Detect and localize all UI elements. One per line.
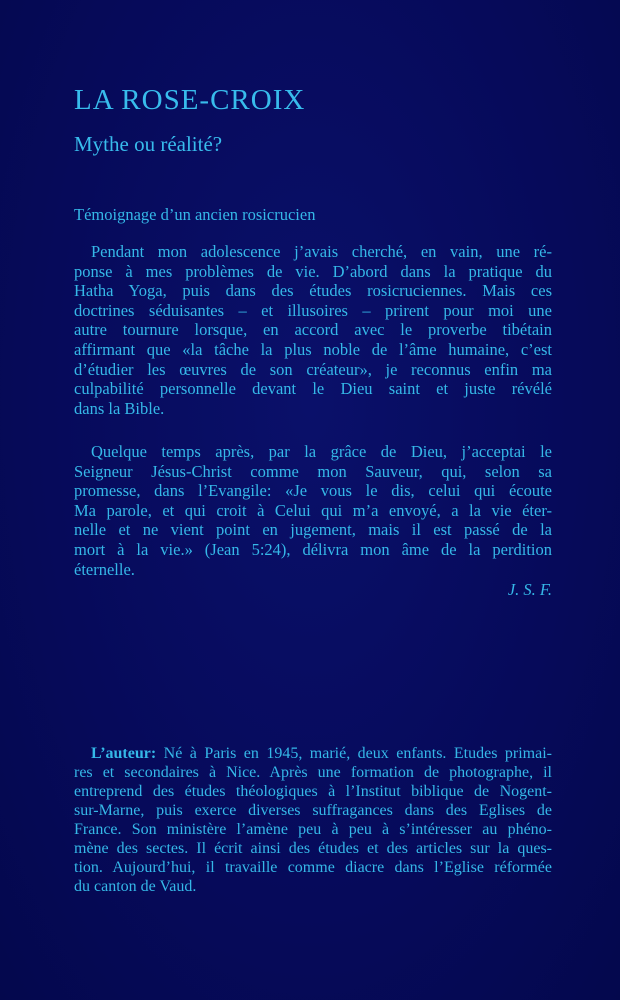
testimony-signature: J. S. F. (507, 580, 552, 599)
text-line: d’étudier les œuvres de son créateur», je reconnus enfin ma (74, 359, 552, 379)
text-line: culpabilité personnelle devant le Dieu saint et juste révélé (74, 379, 552, 399)
text-line: Pendant mon adolescence j’avais cherché, en vain, une ré- (91, 242, 552, 261)
text-line: Quelque temps après, par la grâce de Dieu, j’acceptai le (91, 442, 552, 461)
text-line: autre tournure lorsque, en accord avec le proverbe tibétain (74, 320, 552, 340)
text-line: ponse à mes problèmes de vie. D’abord dans la pratique du (74, 261, 552, 281)
testimony-paragraph-2 (74, 442, 552, 579)
text-line: Seigneur Jésus-Christ comme mon Sauveur, qui, selon sa (74, 461, 552, 481)
text-line: res et secondaires à Nice. Après une formation de photographe, il (74, 764, 552, 781)
author-bio-first-line (74, 744, 552, 763)
book-title: LA ROSE-CROIX (74, 84, 306, 116)
author-bio-first-line-text: Né à Paris en 1945, marié, deux enfants. Etudes primai- (156, 745, 552, 762)
text-line: mort à la vie.» (Jean 5:24), délivra mon âme de la perdition (74, 539, 552, 559)
text-line: France. Son ministère l’amène peu à peu à s’intéresser au phéno- (74, 821, 552, 838)
text-line: sur-Marne, puis exerce diverses suffragances dans des Eglises de (74, 802, 552, 819)
text-line: entreprend des études théologiques à l’Institut biblique de Nogent- (74, 783, 552, 800)
author-label: L’auteur: (91, 745, 157, 762)
author-bio (74, 744, 552, 896)
text-line: Ma parole, et qui croit à Celui qui m’a envoyé, a la vie éter- (74, 500, 552, 520)
text-line: Hatha Yoga, puis dans des études rosicruciennes. Mais ces (74, 281, 552, 301)
text-line: mène des sectes. Il écrit ainsi des études et des articles sur la ques- (74, 840, 552, 857)
text-line: dans la Bible. (74, 398, 165, 418)
text-line: du canton de Vaud. (74, 878, 197, 895)
text-line: éternelle. (74, 559, 135, 579)
text-line: promesse, dans l’Evangile: «Je vous le dis, celui qui écoute (74, 481, 552, 501)
book-subtitle: Mythe ou réalité? (74, 132, 223, 156)
text-line: tion. Aujourd’hui, il travaille comme diacre dans l’Eglise réformée (74, 859, 552, 876)
text-line: nelle et ne vient point en jugement, mais il est passé de la (74, 520, 552, 540)
text-line: affirmant que «la tâche la plus noble de l’âme humaine, c’est (74, 339, 552, 359)
testimony-paragraph-1 (74, 242, 552, 418)
text-line: doctrines séduisantes – et illusoires – prirent pour moi une (74, 300, 552, 320)
testimony-heading: Témoignage d’un ancien rosicrucien (74, 205, 316, 224)
